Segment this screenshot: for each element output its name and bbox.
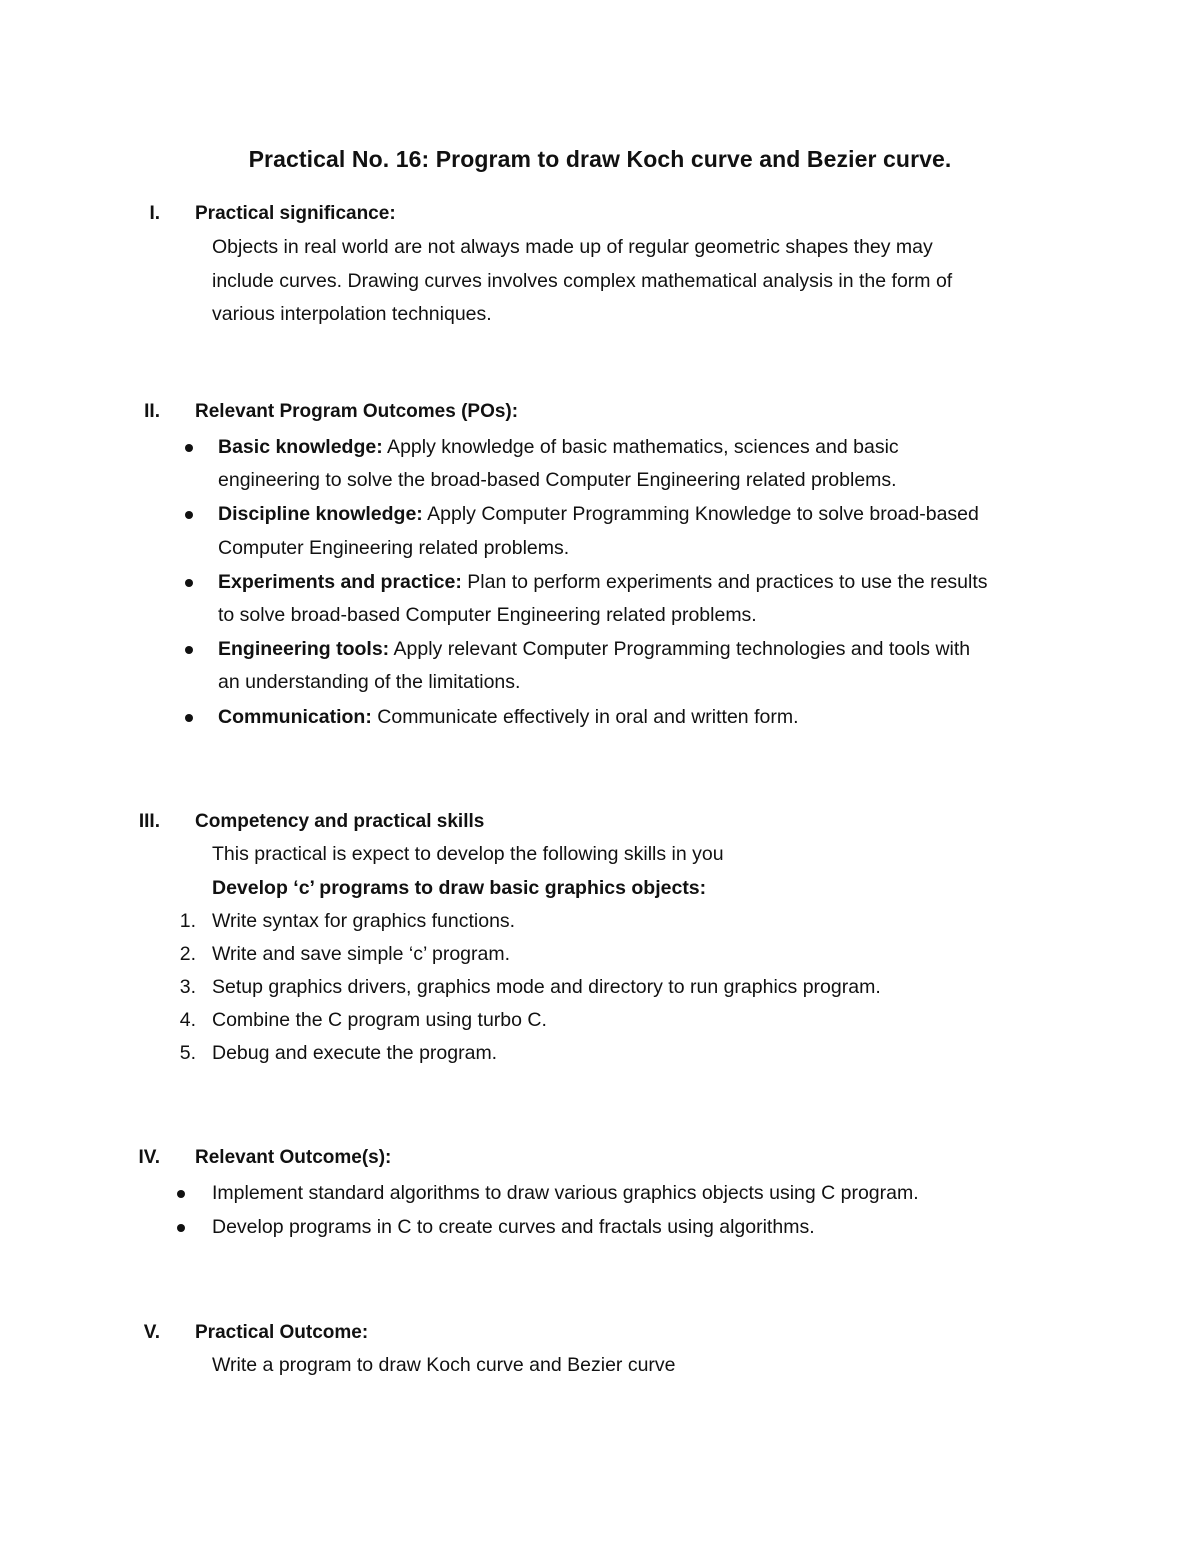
po-label: Engineering tools: <box>218 638 390 660</box>
skill-item: Write and save simple ‘c’ program. <box>212 943 511 965</box>
bullet-icon <box>185 714 193 722</box>
po-discipline-knowledge-line-2: Computer Engineering related problems. <box>218 537 570 559</box>
skill-number: 3. <box>179 976 196 998</box>
skill-item: Write syntax for graphics functions. <box>212 910 516 932</box>
section-4-number: IV. <box>138 1147 160 1168</box>
section-3-number: III. <box>138 811 160 832</box>
section-2-number: II. <box>144 401 160 422</box>
po-label: Discipline knowledge: <box>218 503 423 525</box>
po-experiments-practice <box>218 571 988 594</box>
section-3-intro: This practical is expect to develop the following skills in you <box>212 843 724 865</box>
po-label: Experiments and practice: <box>218 571 462 593</box>
outcome-item: Implement standard algorithms to draw various graphics objects using C program. <box>212 1182 919 1204</box>
bullet-icon <box>185 646 193 654</box>
section-5-heading: Practical Outcome: <box>195 1322 369 1343</box>
section-2-heading: Relevant Program Outcomes (POs): <box>195 401 519 422</box>
po-basic-knowledge-line-2: engineering to solve the broad-based Computer Engineering related problems. <box>218 469 897 491</box>
skill-number: 2. <box>179 943 196 965</box>
section-3-heading: Competency and practical skills <box>195 811 485 832</box>
skill-number: 4. <box>179 1009 196 1031</box>
skill-item: Setup graphics drivers, graphics mode and directory to run graphics program. <box>212 976 881 998</box>
section-5-number: V. <box>143 1322 160 1343</box>
po-text: Plan to perform experiments and practices to use the results <box>461 571 988 593</box>
bullet-icon <box>185 511 193 519</box>
section-1-paragraph-line-1: Objects in real world are not always made up of regular geometric shapes they may <box>212 236 933 258</box>
po-engineering-tools <box>218 638 970 661</box>
bullet-icon <box>185 444 193 452</box>
po-text: Apply relevant Computer Programming technologies and tools with <box>389 638 971 660</box>
po-label: Basic knowledge: <box>218 436 383 458</box>
bullet-icon <box>177 1224 185 1232</box>
section-5-paragraph: Write a program to draw Koch curve and Bezier curve <box>212 1354 676 1376</box>
skill-item: Combine the C program using turbo C. <box>212 1009 547 1031</box>
page-title: Practical No. 16: Program to draw Koch curve and Bezier curve. <box>248 146 952 172</box>
po-text: Communicate effectively in oral and written form. <box>371 706 799 728</box>
skill-number: 5. <box>179 1042 196 1064</box>
po-label: Communication: <box>218 706 372 728</box>
section-3-subheading: Develop ‘c’ programs to draw basic graphics objects: <box>212 877 707 899</box>
skill-number: 1. <box>179 910 196 932</box>
po-engineering-tools-line-2: an understanding of the limitations. <box>218 671 521 693</box>
bullet-icon <box>185 579 193 587</box>
skill-item: Debug and execute the program. <box>212 1042 498 1064</box>
section-1-heading: Practical significance: <box>195 203 396 224</box>
po-basic-knowledge <box>218 436 899 459</box>
po-communication <box>218 706 799 729</box>
section-4-heading: Relevant Outcome(s): <box>195 1147 392 1168</box>
section-1-paragraph-line-2: include curves. Drawing curves involves complex mathematical analysis in the form of <box>212 270 953 292</box>
section-1-paragraph-line-3: various interpolation techniques. <box>212 303 492 325</box>
po-text: Apply Computer Programming Knowledge to solve broad-based <box>422 503 979 525</box>
section-1-number: I. <box>149 203 160 224</box>
outcome-item: Develop programs in C to create curves and fractals using algorithms. <box>212 1216 815 1238</box>
po-experiments-practice-line-2: to solve broad-based Computer Engineering related problems. <box>218 604 757 626</box>
bullet-icon <box>177 1190 185 1198</box>
po-text: Apply knowledge of basic mathematics, sciences and basic <box>382 436 899 458</box>
po-discipline-knowledge <box>218 503 979 526</box>
